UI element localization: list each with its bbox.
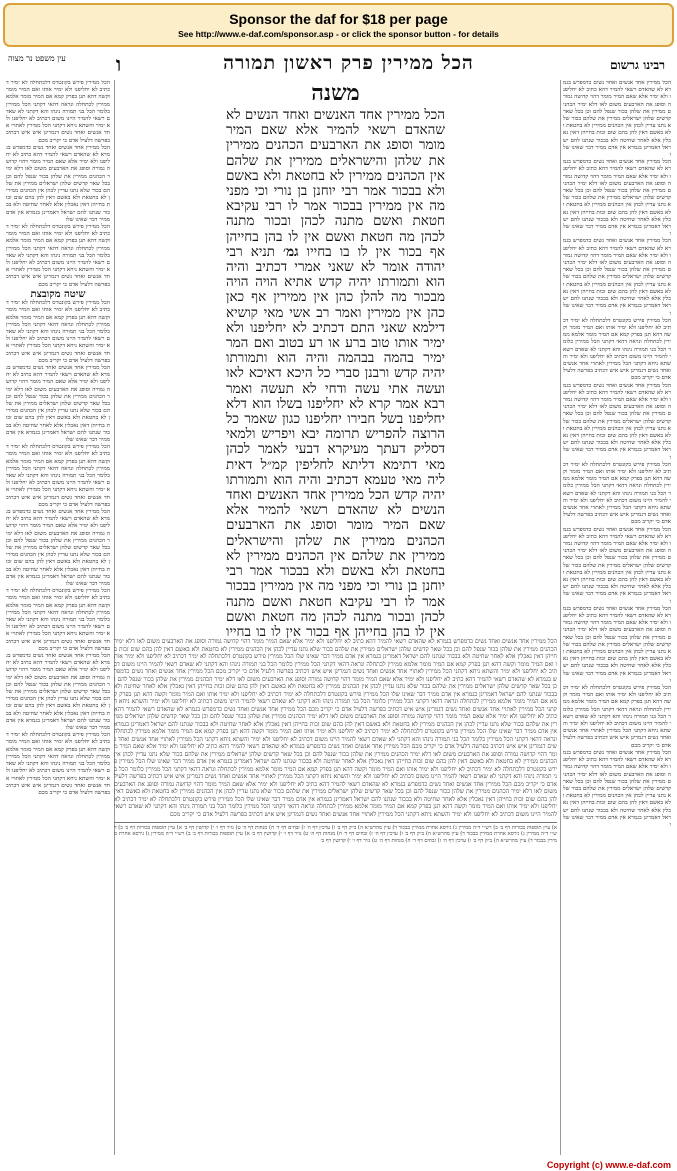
tosafot-text-cont3: הכל ממירין פירש בקונטרס דלכתחלה לא ימיר דכתיב לא יחליפנו ולא ימיר אותו ואם המיר מומר וקשה דהא תנן בפרק קמא אם המיר מומר אלמא ממירין לכתחלה ונראה דהאי דקתני הכל ממירין כלומר הכל בני תמורה נינהו והא דקתני לא שאדם רשאי להמיר היינו משום דכתיב לא יחליפנו ולא ימיר והשתא ניחא דקתני הכל ממירין לאתויי אחד אנשים ואחד נשים דגמרינן איש איש דכתיב בפרשה דלעיל אדם כי יקריב מכם	[6, 300, 110, 364]
lower-tosafot: הכל ממירין פירש בקונטרס דלכתחלה לא ימיר דכתיב לא יחליפנו ולא ימיר אותו ואם המיר מומר וקשה דהא תנן בפרק קמא אם המיר מומר אלמא ממירין לכתחלה ונראה דהאי דקתני הכל ממירין כלומר הכל בני תמורה נינהו והא דקתני לא שאדם רשאי להמיר היינו משום דכתיב לא יחליפנו ולא ימיר והשתא ניחא דקתני הכל ממירין לאתויי אחד אנשים ואחד נשים דגמרינן איש איש דכתיב בפרשה דלעיל אדם כי יקריב מכם	[114, 653, 557, 675]
rashi-text-cont9: הכל ממירין אחד אנשים ואחד נשים כדמפרש בגמרא לא שהאדם רשאי להמיר דהא כתיב לא יחליפנו ולא ימיר אלא שאם המיר מומר דהוי קדושה גמורה וסופג את הארבעים משום לאו דלא ימיר הכהנים ממירין את שלהן בכור שנפל להם וכן בכל שאר קדשים שלהן ישראלים ממירין את שלהם בכור שלא נתנו עדיין לכהן אין הכהנים ממירין לא בחטאת ולא באשם דאין להן בהם שום זכות בחייהן דאין נאכלין אלא לאחר שחיטה ולא בבכור שנתנו להם ישראל דאמרינן בגמרא אין אדם ממיר דבר שאינו שלו	[563, 749, 671, 828]
rashi-text-cont5: הכל ממירין פירש בקונטרס דלכתחלה לא ימיר דכתיב לא יחליפנו ולא ימיר אותו ואם המיר מומר וקשה דהא תנן בפרק קמא אם המיר מומר אלמא ממירין לכתחלה ונראה דהאי דקתני הכל ממירין כלומר הכל בני תמורה נינהו והא דקתני לא שאדם רשאי להמיר היינו משום דכתיב לא יחליפנו ולא ימיר והשתא ניחא דקתני הכל ממירין לאתויי אחד אנשים ואחד נשים דגמרינן איש איש דכתיב בפרשה דלעיל אדם כי יקריב מכם	[563, 461, 671, 526]
lower-commentary	[114, 638, 557, 818]
sponsor-title[interactable]: Sponsor the daf for $18 per page	[229, 11, 448, 27]
main-column	[114, 80, 557, 1157]
rashi-text-cont2: הכל ממירין אחד אנשים ואחד נשים כדמפרש בגמרא לא שהאדם רשאי להמיר דהא כתיב לא יחליפנו ולא ימיר אלא שאם המיר מומר דהוי קדושה גמורה וסופג את הארבעים משום לאו דלא ימיר הכהנים ממירין את שלהן בכור שנפל להם וכן בכל שאר קדשים שלהן ישראלים ממירין את שלהם בכור שלא נתנו עדיין לכהן אין הכהנים ממירין לא בחטאת ולא באשם דאין להן בהם שום זכות בחייהן דאין נאכלין אלא לאחר שחיטה ולא בבכור שנתנו להם ישראל דאמרינן בגמרא אין אדם ממיר דבר שאינו שלו	[563, 238, 671, 317]
lower-tosafot-3: הכל ממירין פירש בקונטרס דלכתחלה לא ימיר דכתיב לא יחליפנו ולא ימיר אותו ואם המיר מומר וקשה דהא תנן בפרק קמא אם המיר מומר אלמא ממירין לכתחלה ונראה דהאי דקתני הכל ממירין כלומר הכל בני תמורה נינהו והא דקתני לא שאדם רשאי להמיר היינו משום דכתיב לא יחליפנו ולא ימיר והשתא ניחא דקתני הכל ממירין לאתויי אחד אנשים ואחד נשים דגמרינן איש איש דכתיב בפרשה דלעיל אדם כי יקריב מכם	[114, 728, 557, 750]
sponsor-subtitle[interactable]: See http://www.e-daf.com/sponsor.asp - or click the sponsor button - for details	[178, 29, 499, 39]
lower-rashi-4: הכל ממירין אחד אנשים ואחד נשים כדמפרש בגמרא לא שהאדם רשאי להמיר דהא כתיב לא יחליפנו ולא ימיר אלא שאם המיר מומר דהוי קדושה גמורה וסופג את הארבעים משום לאו דלא ימיר הכהנים ממירין את שלהן בכור שנפל להם וכן בכל שאר קדשים שלהן ישראלים ממירין את שלהם בכור שלא נתנו עדיין לכהן אין הכהנים ממירין לא בחטאת ולא באשם דאין להן בהם שום זכות בחייהן דאין נאכלין אלא לאחר שחיטה ולא בבכור שנתנו להם ישראל דאמרינן בגמרא אין אדם ממיר דבר שאינו שלו	[114, 743, 557, 765]
tosafot-text: הכל ממירין פירש בקונטרס דלכתחלה לא ימיר דכתיב לא יחליפנו ולא ימיר אותו ואם המיר מומר וקשה דהא תנן בפרק קמא אם המיר מומר אלמא ממירין לכתחלה ונראה דהאי דקתני הכל ממירין כלומר הכל בני תמורה נינהו והא דקתני לא שאדם רשאי להמיר היינו משום דכתיב לא יחליפנו ולא ימיר והשתא ניחא דקתני הכל ממירין לאתויי אחד אנשים ואחד נשים דגמרינן איש איש דכתיב בפרשה דלעיל אדם כי יקריב מכם	[6, 80, 110, 144]
footnotes	[114, 822, 557, 844]
rashi-text-cont8: הכל ממירין פירש בקונטרס דלכתחלה לא ימיר דכתיב לא יחליפנו ולא ימיר אותו ואם המיר מומר וקשה דהא תנן בפרק קמא אם המיר מומר אלמא ממירין לכתחלה ונראה דהאי דקתני הכל ממירין כלומר הכל בני תמורה נינהו והא דקתני לא שאדם רשאי להמיר היינו משום דכתיב לא יחליפנו ולא ימיר והשתא ניחא דקתני הכל ממירין לאתויי אחד אנשים ואחד נשים דגמרינן איש איש דכתיב בפרשה דלעיל אדם כי יקריב מכם	[563, 685, 671, 749]
tosafot-text-cont9: הכל ממירין פירש בקונטרס דלכתחלה לא ימיר דכתיב לא יחליפנו ולא ימיר אותו ואם המיר מומר וקשה דהא תנן בפרק קמא אם המיר מומר אלמא ממירין לכתחלה ונראה דהאי דקתני הכל ממירין כלומר הכל בני תמורה נינהו והא דקתני לא שאדם רשאי להמיר היינו משום דכתיב לא יחליפנו ולא ימיר והשתא ניחא דקתני הכל ממירין לאתויי אחד אנשים ואחד נשים דגמרינן איש איש דכתיב בפרשה דלעיל אדם כי יקריב מכם	[6, 732, 110, 796]
tosafot-header: עין משפט נר מצוה	[8, 54, 66, 63]
tosafot-text-cont6: הכל ממירין אחד אנשים ואחד נשים כדמפרש בגמרא לא שהאדם רשאי להמיר דהא כתיב לא יחליפנו ולא ימיר אלא שאם המיר מומר דהוי קדושה גמורה וסופג את הארבעים משום לאו דלא ימיר הכהנים ממירין את שלהן בכור שנפל להם וכן בכל שאר קדשים שלהן ישראלים ממירין את שלהם בכור שלא נתנו עדיין לכהן אין הכהנים ממירין לא בחטאת ולא באשם דאין להן בהם שום זכות בחייהן דאין נאכלין אלא לאחר שחיטה ולא בבכור שנתנו להם ישראל דאמרינן בגמרא אין אדם ממיר דבר שאינו שלו	[6, 508, 110, 588]
sponsor-banner[interactable]	[3, 3, 674, 47]
lower-tosafot-2: הכל ממירין פירש בקונטרס דלכתחלה לא ימיר דכתיב לא יחליפנו ולא ימיר אותו ואם המיר מומר וקשה דהא תנן בפרק קמא אם המיר מומר אלמא ממירין לכתחלה ונראה דהאי דקתני הכל ממירין כלומר הכל בני תמורה נינהו והא דקתני לא שאדם רשאי להמיר היינו משום דכתיב לא יחליפנו ולא ימיר והשתא ניחא דקתני הכל ממירין לאתויי אחד אנשים ואחד נשים דגמרינן איש איש דכתיב בפרשה דלעיל אדם כי יקריב מכם	[114, 690, 557, 713]
page-title: הכל ממירין פרק ראשון תמורה	[223, 52, 474, 74]
copyright-notice[interactable]: Copyright (c) www.e-daf.com	[546, 1160, 671, 1170]
footnotes-text: א) עיין תוספות בכורות דף ב׳ ב) רש״י ד״ה ממירין ג) גירסא אחרת ממירין בבכור ד) עיין מהרש״א ה) ב״ק דף ב׳ ו) ערכין דף ה׳ ז) זבחים דף ד׳ ח) מנחות דף ה׳ ט) נזיר דף ו׳ י) קדושין דף ב׳	[183, 825, 557, 831]
mishna-body: הכל ממירין אחד האנשים ואחד הנשים לא שהאדם רשאי להמיר אלא שאם המיר מומר וסופג את הארבעים הכהנים ממירין את שלהן והישראלים ממירין את שלהם אין הכהנים ממירין לא בחטאת ולא באשם ולא בבכור אמר רבי יוחנן בן נורי וכי מפני מה אין ממירין בבכור אמר לו רבי עקיבא חטאת ואשם מתנה לכהן ובכור מתנה לכהן מה חטאת ואשם אין לו בהן בחייהן אף בכור אין לו בו בחייו	[226, 108, 445, 260]
tosafot-text-cont: הכל ממירין אחד אנשים ואחד נשים כדמפרש בגמרא לא שהאדם רשאי להמיר דהא כתיב לא יחליפנו ולא ימיר אלא שאם המיר מומר דהוי קדושה גמורה וסופג את הארבעים משום לאו דלא ימיר הכהנים ממירין את שלהן בכור שנפל להם וכן בכל שאר קדשים שלהן ישראלים ממירין את שלהם בכור שלא נתנו עדיין לכהן אין הכהנים ממירין לא בחטאת ולא באשם דאין להן בהם שום זכות בחייהן דאין נאכלין אלא לאחר שחיטה ולא בבכור שנתנו להם ישראל דאמרינן בגמרא אין אדם ממיר דבר שאינו שלו	[6, 144, 110, 223]
tosafot-text-cont2: הכל ממירין פירש בקונטרס דלכתחלה לא ימיר דכתיב לא יחליפנו ולא ימיר אותו ואם המיר מומר וקשה דהא תנן בפרק קמא אם המיר מומר אלמא ממירין לכתחלה ונראה דהאי דקתני הכל ממירין כלומר הכל בני תמורה נינהו והא דקתני לא שאדם רשאי להמיר היינו משום דכתיב לא יחליפנו ולא ימיר והשתא ניחא דקתני הכל ממירין לאתויי אחד אנשים ואחד נשים דגמרינן איש איש דכתיב בפרשה דלעיל אדם כי יקריב מכם	[6, 224, 110, 288]
gemara-body-cont: הכל ממירין אחד האנשים ואחד הנשים לא שהאדם רשאי להמיר אלא שאם המיר מומר וסופג את הארבעים הכהנים ממירין את שלהן והישראלים ממירין את שלהם אין הכהנים ממירין לא בחטאת ולא באשם ולא בבכור אמר רבי יוחנן בן נורי וכי מפני מה אין ממירין בבכור אמר לו רבי עקיבא חטאת ואשם מתנה לכהן ובכור מתנה לכהן מה חטאת ואשם אין לו בהן בחייהן אף בכור אין לו בו בחייו	[226, 487, 445, 638]
mishna-text	[114, 108, 557, 638]
tosafot-text-cont5: הכל ממירין פירש בקונטרס דלכתחלה לא ימיר דכתיב לא יחליפנו ולא ימיר אותו ואם המיר מומר וקשה דהא תנן בפרק קמא אם המיר מומר אלמא ממירין לכתחלה ונראה דהאי דקתני הכל ממירין כלומר הכל בני תמורה נינהו והא דקתני לא שאדם רשאי להמיר היינו משום דכתיב לא יחליפנו ולא ימיר והשתא ניחא דקתני הכל ממירין לאתויי אחד אנשים ואחד נשים דגמרינן איש איש דכתיב בפרשה דלעיל אדם כי יקריב מכם	[6, 444, 110, 508]
lower-rashi-2: הכל ממירין אחד אנשים ואחד נשים כדמפרש בגמרא לא שהאדם רשאי להמיר דהא כתיב לא יחליפנו ולא ימיר אלא שאם המיר מומר דהוי קדושה גמורה וסופג את הארבעים משום לאו דלא ימיר הכהנים ממירין את שלהן בכור שנפל להם וכן בכל שאר קדשים שלהן ישראלים ממירין את שלהם בכור שלא נתנו עדיין לכהן אין הכהנים ממירין לא בחטאת ולא באשם דאין להן בהם שום זכות בחייהן דאין נאכלין אלא לאחר שחיטה ולא בבכור שנתנו להם ישראל דאמרינן בגמרא אין אדם ממיר דבר שאינו שלו	[114, 668, 557, 698]
folio-number: ו	[116, 52, 122, 76]
tosafot-text-cont7: הכל ממירין פירש בקונטרס דלכתחלה לא ימיר דכתיב לא יחליפנו ולא ימיר אותו ואם המיר מומר וקשה דהא תנן בפרק קמא אם המיר מומר אלמא ממירין לכתחלה ונראה דהאי דקתני הכל ממירין כלומר הכל בני תמורה נינהו והא דקתני לא שאדם רשאי להמיר היינו משום דכתיב לא יחליפנו ולא ימיר והשתא ניחא דקתני הכל ממירין לאתויי אחד אנשים ואחד נשים דגמרינן איש איש דכתיב בפרשה דלעיל אדם כי יקריב מכם	[6, 588, 110, 652]
rashi-text-cont6: הכל ממירין אחד אנשים ואחד נשים כדמפרש בגמרא לא שהאדם רשאי להמיר דהא כתיב לא יחליפנו ולא ימיר אלא שאם המיר מומר דהוי קדושה גמורה וסופג את הארבעים משום לאו דלא ימיר הכהנים ממירין את שלהן בכור שנפל להם וכן בכל שאר קדשים שלהן ישראלים ממירין את שלהם בכור שלא נתנו עדיין לכהן אין הכהנים ממירין לא בחטאת ולא באשם דאין להן בהם שום זכות בחייהן דאין נאכלין אלא לאחר שחיטה ולא בבכור שנתנו להם ישראל דאמרינן בגמרא אין אדם ממיר דבר שאינו שלו	[563, 526, 671, 605]
footnotes-text-3: א) עיין תוספות בכורות דף ב׳ ב) רש״י ד״ה ממירין ג) גירסא אחרת ממירין בבכור ד) עיין מהרש״א ה) ב״ק דף ב׳ ו) ערכין דף ה׳ ז) זבחים דף ד׳ ח) מנחות דף ה׳ ט) נזיר דף ו׳ י) קדושין דף ב׳	[114, 831, 557, 844]
lower-rashi-3: הכל ממירין אחד אנשים ואחד נשים כדמפרש בגמרא לא שהאדם רשאי להמיר דהא כתיב לא יחליפנו ולא ימיר אלא שאם המיר מומר דהוי קדושה גמורה וסופג את הארבעים משום לאו דלא ימיר הכהנים ממירין את שלהן בכור שנפל להם וכן בכל שאר קדשים שלהן ישראלים ממירין את שלהם בכור שלא נתנו עדיין לכהן אין הכהנים ממירין לא בחטאת ולא באשם דאין להן בהם שום זכות בחייהן דאין נאכלין אלא לאחר שחיטה ולא בבכור שנתנו להם ישראל דאמרינן בגמרא אין אדם ממיר דבר שאינו שלו	[114, 705, 557, 735]
rashi-text-cont3: הכל ממירין פירש בקונטרס דלכתחלה לא ימיר דכתיב לא יחליפנו ולא ימיר אותו ואם המיר מומר וקשה דהא תנן בפרק קמא אם המיר מומר אלמא ממירין לכתחלה ונראה דהאי דקתני הכל ממירין כלומר הכל בני תמורה נינהו והא דקתני לא שאדם רשאי להמיר היינו משום דכתיב לא יחליפנו ולא ימיר והשתא ניחא דקתני הכל ממירין לאתויי אחד אנשים ואחד נשים דגמרינן איש איש דכתיב בפרשה דלעיל אדם כי יקריב מכם	[563, 317, 671, 382]
page-header	[6, 52, 671, 78]
tosafot-text-cont4: הכל ממירין אחד אנשים ואחד נשים כדמפרש בגמרא לא שהאדם רשאי להמיר דהא כתיב לא יחליפנו ולא ימיר אלא שאם המיר מומר דהוי קדושה גמורה וסופג את הארבעים משום לאו דלא ימיר הכהנים ממירין את שלהן בכור שנפל להם וכן בכל שאר קדשים שלהן ישראלים ממירין את שלהם בכור שלא נתנו עדיין לכהן אין הכהנים ממירין לא בחטאת ולא באשם דאין להן בהם שום זכות בחייהן דאין נאכלין אלא לאחר שחיטה ולא בבכור שנתנו להם ישראל דאמרינן בגמרא אין אדם ממיר דבר שאינו שלו	[6, 364, 110, 443]
talmud-page	[6, 52, 671, 1157]
rashi-column	[563, 80, 671, 1157]
rashi-text: הכל ממירין אחד אנשים ואחד נשים כדמפרש בגמרא לא שהאדם רשאי להמיר דהא כתיב לא יחליפנו ולא ימיר אלא שאם המיר מומר דהוי קדושה גמורה וסופג את הארבעים משום לאו דלא ימיר הכהנים ממירין את שלהן בכור שנפל להם וכן בכל שאר קדשים שלהן ישראלים ממירין את שלהם בכור שלא נתנו עדיין לכהן אין הכהנים ממירין לא בחטאת ולא באשם דאין להן בהם שום זכות בחייהן דאין נאכלין אלא לאחר שחיטה ולא בבכור שנתנו להם ישראל דאמרינן בגמרא אין אדם ממיר דבר שאינו שלו	[563, 80, 671, 159]
shita-mekubetzet-label: שיטה מקובצת	[30, 288, 86, 300]
gemara-marker: גמ׳	[283, 243, 299, 260]
rashi-text-cont4: הכל ממירין אחד אנשים ואחד נשים כדמפרש בגמרא לא שהאדם רשאי להמיר דהא כתיב לא יחליפנו ולא ימיר אלא שאם המיר מומר דהוי קדושה גמורה וסופג את הארבעים משום לאו דלא ימיר הכהנים ממירין את שלהן בכור שנפל להם וכן בכל שאר קדשים שלהן ישראלים ממירין את שלהם בכור שלא נתנו עדיין לכהן אין הכהנים ממירין לא בחטאת ולא באשם דאין להן בהם שום זכות בחייהן דאין נאכלין אלא לאחר שחיטה ולא בבכור שנתנו להם ישראל דאמרינן בגמרא אין אדם ממיר דבר שאינו שלו	[563, 382, 671, 461]
lower-tosafot-4: הכל ממירין פירש בקונטרס דלכתחלה לא ימיר דכתיב לא יחליפנו ולא ימיר אותו ואם המיר מומר וקשה דהא תנן בפרק קמא אם המיר מומר אלמא ממירין לכתחלה ונראה דהאי דקתני הכל ממירין כלומר הכל בני תמורה נינהו והא דקתני לא שאדם רשאי להמיר היינו משום דכתיב לא יחליפנו ולא ימיר והשתא ניחא דקתני הכל ממירין לאתויי אחד אנשים ואחד נשים דגמרינן איש איש דכתיב בפרשה דלעיל אדם כי יקריב מכם	[114, 758, 557, 788]
mishna-heading: משנה	[311, 80, 360, 106]
tosafot-text-cont8: הכל ממירין אחד אנשים ואחד נשים כדמפרש בגמרא לא שהאדם רשאי להמיר דהא כתיב לא יחליפנו ולא ימיר אלא שאם המיר מומר דהוי קדושה גמורה וסופג את הארבעים משום לאו דלא ימיר הכהנים ממירין את שלהן בכור שנפל להם וכן בכל שאר קדשים שלהן ישראלים ממירין את שלהם בכור שלא נתנו עדיין לכהן אין הכהנים ממירין לא בחטאת ולא באשם דאין להן בהם שום זכות בחייהן דאין נאכלין אלא לאחר שחיטה ולא בבכור שנתנו להם ישראל דאמרינן בגמרא אין אדם ממיר דבר שאינו שלו	[6, 653, 110, 732]
rashi-text-cont7: הכל ממירין אחד אנשים ואחד נשים כדמפרש בגמרא לא שהאדם רשאי להמיר דהא כתיב לא יחליפנו ולא ימיר אלא שאם המיר מומר דהוי קדושה גמורה וסופג את הארבעים משום לאו דלא ימיר הכהנים ממירין את שלהן בכור שנפל להם וכן בכל שאר קדשים שלהן ישראלים ממירין את שלהם בכור שלא נתנו עדיין לכהן אין הכהנים ממירין לא בחטאת ולא באשם דאין להן בהם שום זכות בחייהן דאין נאכלין אלא לאחר שחיטה ולא בבכור שנתנו להם ישראל דאמרינן בגמרא אין אדם ממיר דבר שאינו שלו	[563, 605, 671, 684]
lower-rashi: הכל ממירין אחד אנשים ואחד נשים כדמפרש בגמרא לא שהאדם רשאי להמיר דהא כתיב לא יחליפנו ולא ימיר אלא שאם המיר מומר דהוי קדושה גמורה וסופג את הארבעים משום לאו דלא ימיר הכהנים ממירין את שלהן בכור שנפל להם וכן בכל שאר קדשים שלהן ישראלים ממירין את שלהם בכור שלא נתנו עדיין לכהן אין הכהנים ממירין לא בחטאת ולא באשם דאין להן בהם שום זכות בחייהן דאין נאכלין אלא לאחר שחיטה ולא בבכור שנתנו להם ישראל דאמרינן בגמרא אין אדם ממיר דבר שאינו שלו	[114, 638, 557, 660]
lower-rashi-5: הכל ממירין אחד אנשים ואחד נשים כדמפרש בגמרא לא שהאדם רשאי להמיר דהא כתיב לא יחליפנו ולא ימיר אלא שאם המיר מומר דהוי קדושה גמורה וסופג את הארבעים משום לאו דלא ימיר הכהנים ממירין את שלהן בכור שנפל להם וכן בכל שאר קדשים שלהן ישראלים ממירין את שלהם בכור שלא נתנו עדיין לכהן אין הכהנים ממירין לא בחטאת ולא באשם דאין להן בהם שום זכות בחייהן דאין נאכלין אלא לאחר שחיטה ולא בבכור שנתנו להם ישראל דאמרינן בגמרא אין אדם ממיר דבר שאינו שלו	[114, 780, 557, 803]
lower-tosafot-5: הכל ממירין פירש בקונטרס דלכתחלה לא ימיר דכתיב לא יחליפנו ולא ימיר אותו ואם המיר מומר וקשה דהא תנן בפרק קמא אם המיר מומר אלמא ממירין לכתחלה ונראה דהאי דקתני הכל ממירין כלומר הכל בני תמורה נינהו והא דקתני לא שאדם רשאי להמיר היינו משום דכתיב לא יחליפנו ולא ימיר והשתא ניחא דקתני הכל ממירין לאתויי אחד אנשים ואחד נשים דגמרינן איש איש דכתיב בפרשה דלעיל אדם כי יקריב מכם	[114, 795, 557, 818]
rashi-header: רבינו גרשום	[610, 58, 665, 72]
footnotes-text-2: א) עיין תוספות בכורות דף ב׳ ב) רש״י ד״ה ממירין ג) גירסא אחרת ממירין בבכור ד) עיין מהרש״א ה) ב״ק דף ב׳ ו) ערכין דף ה׳ ז) זבחים דף ד׳ ח) מנחות דף ה׳ ט) נזיר דף ו׳ י) קדושין דף ב׳	[114, 825, 557, 838]
gemara-body: תניא רבי יהודה אומר לא שאני אמרי דכתיב והיה הוא ותמורתו יהיה קדש אתיא הויה הויה מבכור מה להלן כהן אין ממירין אף כאן כהן אין ממירין ואמר רב אשי מאי קושיא דילמא שאני התם דכתיב לא יחליפנו ולא ימיר אותו טוב ברע או רע בטוב ואם המר ימיר בהמה בבהמה והיה הוא ותמורתו יהיה קדש ורבנן סברי כל היכא דאיכא לאו ועשה אתי עשה ודחי לא תעשה ואמר רבא אמר קרא לא יחליפנו בשלו הוא דלא יחליפנו בשל חבירו יחליפנו כגון שאמר כל הרוצה להפריש תרומה יבא ויפריש ולמאי דסליק דעתך מעיקרא דבעי לאמר לכהן מאי דתימא דליתא לחליפין קמ״ל דאית ליה מאי טעמא דכתיב והיה הוא ותמורתו יהיה קדש	[226, 243, 445, 504]
rashi-text-cont: הכל ממירין אחד אנשים ואחד נשים כדמפרש בגמרא לא שהאדם רשאי להמיר דהא כתיב לא יחליפנו ולא ימיר אלא שאם המיר מומר דהוי קדושה גמורה וסופג את הארבעים משום לאו דלא ימיר הכהנים ממירין את שלהן בכור שנפל להם וכן בכל שאר קדשים שלהן ישראלים ממירין את שלהם בכור שלא נתנו עדיין לכהן אין הכהנים ממירין לא בחטאת ולא באשם דאין להן בהם שום זכות בחייהן דאין נאכלין אלא לאחר שחיטה ולא בבכור שנתנו להם ישראל דאמרינן בגמרא אין אדם ממיר דבר שאינו שלו	[563, 159, 671, 238]
tosafot-column	[6, 80, 110, 1157]
divider-right	[560, 80, 561, 1155]
